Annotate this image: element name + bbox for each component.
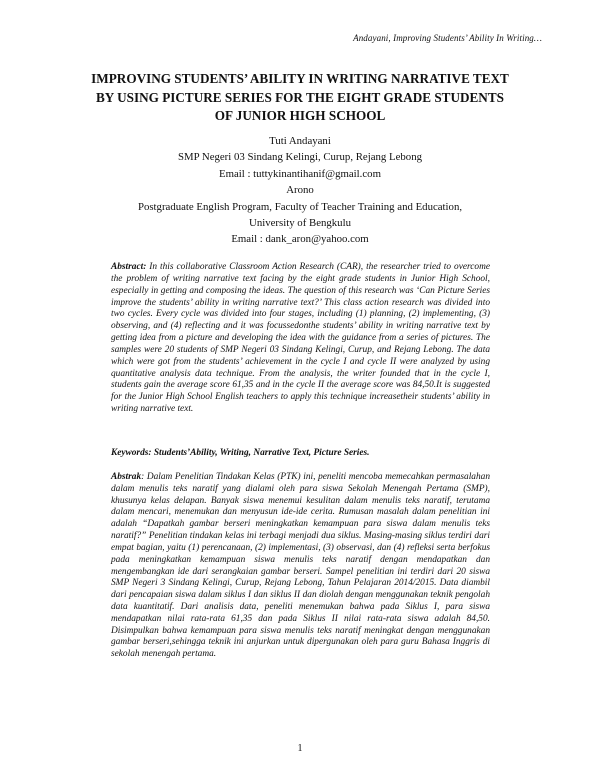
title-line-2: BY USING PICTURE SERIES FOR THE EIGHT GRADE STUDENTS <box>96 89 504 105</box>
running-head: Andayani, Improving Students’ Ability In Writing… <box>353 33 542 43</box>
author-2-name: Arono <box>286 184 314 197</box>
abstrak-text: : Dalam Penelitian Tindakan Kelas (PTK) ini, peneliti mencoba memecahkan permasalahan dalam menulis teks naratif yang dialami oleh para siswa Sekolah Menengah Pertama (SMP), khusunya kelas delapan. Banyak siswa menemui kesulitan dalam menulis teks naratif, terutama dalam mencari, menemukan dan menyusun ide-ide cerita. Rumusan masalah dalam penelitian ini adalah “Dapatkah gambar berseri meningkatkan kemampuan para siswa dalam menulis teks naratif?” Penelitian tindakan kelas ini terbagi menjadi dua siklus. Masing-masing siklus terdiri dari empat bagian, yaitu (1) perencanaan, (2) implementasi, (3) observasi, dan (4) refleksi serta berfokus pada meningkatkan kemampuan siswa menulis teks naratif dengan mendapatkan dan mengembangkan ide dari serangkaian gambar berseri. Sampel penelitian ini terdiri dari 20 siswa SMP Negeri 3 Sindang Kelingi, Curup, Rejang Lebong, Tahun Pelajaran 2014/2015. Data diambil dari pencapaian siswa dalam siklus I dan siklus II dan diolah dengan menggunakan teknik pengolah data kuantitatif. Dari analisis data, peneliti menemukan bahwa pada Siklus I, para siswa mendapatkan nilai rata-rata 61,35 dan pada Siklus II nilai rata-rata siswa adalah 84,50. Disimpulkan bahwa kemampuan para siswa menulis teks naratif meningkat dengan menggunakan gambar berseri,sehingga teknik ini anjurkan untuk dipergunakan oleh para guru Bahasa Inggris di sekolah menengah pertama. <box>111 472 490 660</box>
abstract-english <box>111 262 490 416</box>
author-1-name: Tuti Andayani <box>269 135 331 147</box>
author-1-affiliation: SMP Negeri 03 Sindang Kelingi, Curup, Rejang Lebong <box>177 151 422 164</box>
author-block <box>80 133 520 248</box>
page-number: 1 <box>297 743 303 754</box>
abstract-text: In this collaborative Classroom Action Research (CAR), the researcher tried to overcome the problem of writing narrative text facing by the eight grade students in Junior High School, especially in getting and composing the ideas. The question of this research was ‘Can Picture Series improve the students’ ability in writing narrative text?’ This class action research was divided into two cycles. Every cycle was divided into four stages, including (1) planning, (2) implementing, (3) observing, and (4) reflecting and it was focussedonthe students’ ability in writing narrative text by getting idea from a picture and developing the idea with the guidance from a series of pictures. The samples were 20 students of SMP Negeri 03 Sindang Kelingi, Curup, and Rejang Lebong. The data which were got from the students’ achievement in the cycle I and cycle II were analyzed by using quantitative analysis data technique. From the analysis, the writer founded that in the cycle I, students gain the average score 61,35 and in the cycle II the average score was 84,50.It is suggested for the Junior High School English teachers to apply this technique increasetheir students’ ability in writing narrative text. <box>111 262 490 415</box>
abstract-indonesian <box>111 472 490 661</box>
title-line-1: IMPROVING STUDENTS’ ABILITY IN WRITING NARRATIVE TEXT <box>91 71 509 86</box>
abstract-label: Abstract: <box>111 262 150 272</box>
abstrak-label: Abstrak <box>111 472 142 482</box>
author-2-affiliation-line-1: Postgraduate English Program, Faculty of Teacher Training and Education, <box>137 200 463 213</box>
author-2-affiliation-line-2: University of Bengkulu <box>249 217 351 230</box>
author-2-email: Email : dank_aron@yahoo.com <box>231 233 369 246</box>
author-1-email: Email : tuttykinantihanif@gmail.com <box>219 167 381 180</box>
paper-title <box>80 70 520 126</box>
title-line-3: OF JUNIOR HIGH SCHOOL <box>214 108 386 123</box>
keywords: Keywords: Students’Ability, Writing, Narrative Text, Picture Series. <box>111 448 370 458</box>
